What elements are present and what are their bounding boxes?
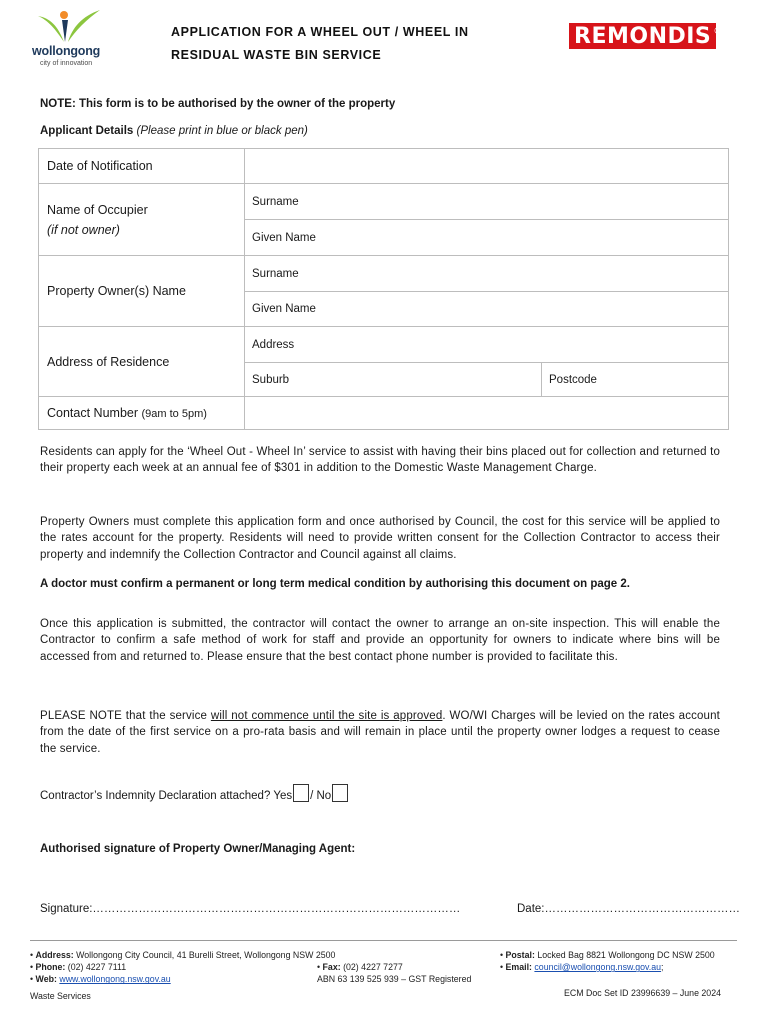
commencement-underlined: will not commence until the site is approved	[210, 710, 443, 722]
surname-label: Surname	[252, 195, 299, 208]
footer-contact-left	[30, 949, 335, 986]
bullet: •	[30, 962, 34, 973]
email-label: Email:	[505, 962, 532, 973]
owner-label: Property Owner(s) Name	[39, 256, 245, 327]
authorised-signature-heading: Authorised signature of Property Owner/Managing Agent:	[40, 843, 356, 855]
phone-label: Phone:	[35, 962, 66, 973]
contact-hours: (9am to 5pm)	[141, 408, 207, 420]
owner-paragraph: Property Owners must complete this application form and once authorised by Council, the cost for this service will be applied to the rates account for the property. Residents will need to provide written consent for the Collection Contractor to access their property and indemnify the Collection Contractor and Council against all claims.	[40, 516, 720, 561]
yes-checkbox[interactable]	[293, 784, 309, 802]
given-name-label: Given Name	[252, 303, 316, 315]
fax-value: (02) 4227 7277	[340, 962, 403, 972]
applicant-details-heading	[40, 125, 308, 137]
occupier-surname-field[interactable]	[245, 184, 729, 220]
footer-postal	[500, 949, 715, 961]
address-value: Wollongong City Council, 41 Burelli Street, Wollongong NSW 2500	[73, 950, 336, 960]
row-address	[39, 327, 729, 363]
occupier-label-cell	[39, 184, 245, 256]
contact-label: Contact Number	[47, 406, 139, 420]
row-owner-surname	[39, 256, 729, 292]
postal-label: Postal:	[505, 950, 535, 960]
no-label: / No	[310, 790, 332, 802]
website-link[interactable]: www.wollongong.nsw.gov.au	[59, 974, 171, 985]
footer-fax	[317, 961, 471, 973]
commencement-text-b: . WO/WI Charges will be levied on the rates account from the date of the first service on a pro-rata basis and will remain in place until the property owner lodges a request to cease the service.	[40, 710, 720, 755]
owner-surname-field[interactable]	[245, 256, 729, 292]
department-name: Waste Services	[30, 991, 91, 1001]
title-line-2: RESIDUAL WASTE BIN SERVICE	[171, 48, 382, 62]
org-tagline: city of innovation	[40, 60, 93, 67]
postcode-field[interactable]	[542, 363, 729, 397]
address-label: Address	[252, 338, 295, 351]
applicant-details-table	[38, 148, 729, 430]
suburb-field[interactable]	[245, 363, 542, 397]
address-field[interactable]	[245, 327, 729, 363]
bullet: •	[30, 974, 34, 985]
footer-contact-middle	[317, 961, 471, 985]
wollongong-logo	[30, 10, 110, 70]
fax-label: Fax:	[322, 962, 341, 972]
email-link[interactable]: council@wollongong.nsw.gov.au	[534, 962, 662, 973]
footer-web	[30, 973, 335, 985]
bullet: •	[317, 962, 321, 972]
form-title	[171, 21, 469, 67]
postal-value: Locked Bag 8821 Wollongong DC NSW 2500	[534, 950, 715, 960]
bullet: •	[30, 950, 34, 960]
footer-address	[30, 949, 335, 961]
occupier-given-name-field[interactable]	[245, 220, 729, 256]
document-id: ECM Doc Set ID 23996639 – June 2024	[564, 988, 721, 998]
leaf-logo-icon	[38, 10, 100, 44]
title-line-1: APPLICATION FOR A WHEEL OUT / WHEEL IN	[171, 25, 469, 39]
remondis-logo	[569, 23, 724, 49]
phone-value: (02) 4227 7111	[65, 962, 127, 973]
page-header	[0, 0, 770, 80]
footer-abn: ABN 63 139 525 939 – GST Registered	[317, 974, 472, 985]
footer-divider	[30, 940, 737, 941]
service-paragraph: Residents can apply for the ‘Wheel Out - Wheel In’ service to assist with having their bins placed out for collection and returned to their property each week at an annual fee of $301 in addition to the Domestic Waste Management Charge.	[40, 446, 720, 475]
commencement-text-a: PLEASE NOTE that the service	[40, 710, 211, 722]
applicant-hint: (Please print in blue or black pen)	[136, 125, 308, 137]
footer-phone	[30, 961, 335, 973]
indemnity-declaration	[40, 784, 349, 802]
bullet: •	[500, 950, 504, 960]
occupier-sub-label: (if not owner)	[47, 222, 120, 237]
contact-number-field[interactable]	[245, 397, 729, 430]
no-checkbox[interactable]	[332, 784, 348, 802]
declaration-text: Contractor’s Indemnity Declaration attached? Yes	[40, 790, 293, 802]
row-occupier-surname	[39, 184, 729, 220]
row-date	[39, 149, 729, 184]
bullet: •	[500, 962, 504, 973]
owner-given-name-field[interactable]	[245, 292, 729, 327]
commencement-paragraph	[40, 708, 720, 757]
row-contact	[39, 397, 729, 430]
doctor-requirement: A doctor must confirm a permanent or long term medical condition by authorising this document on page 2.	[40, 578, 630, 590]
signature-line[interactable]: Signature:……………………………………………………………………………………	[40, 903, 461, 915]
org-name: wollongong	[32, 44, 101, 58]
occupier-label: Name of Occupier	[47, 202, 148, 217]
address-label: Address:	[35, 950, 74, 960]
date-line[interactable]: Date:……………………………………………	[517, 903, 740, 915]
date-of-notification-field[interactable]	[245, 149, 729, 184]
authorisation-note: NOTE: This form is to be authorised by the owner of the property	[40, 98, 396, 110]
footer-email	[500, 961, 715, 973]
registered-mark: ®	[713, 25, 724, 37]
footer-contact-right	[500, 949, 715, 973]
email-tail: ;	[661, 962, 664, 973]
inspection-paragraph: Once this application is submitted, the contractor will contact the owner to arrange an on-site inspection. This will enable the Contractor to confirm a safe method of work for staff and provide an opportunity for owners to indicate where bins will be accessed from and returned to. Please ensure that the best contact phone number is provided to facilitate this.	[40, 618, 720, 663]
surname-label: Surname	[252, 267, 299, 280]
date-of-notification-label: Date of Notification	[39, 149, 245, 184]
web-label: Web:	[35, 974, 57, 985]
contact-label-cell	[39, 397, 245, 430]
applicant-label: Applicant Details	[40, 125, 134, 137]
residence-label: Address of Residence	[39, 327, 245, 397]
partner-name: REMONDIS	[574, 23, 712, 49]
postcode-label: Postcode	[549, 373, 597, 386]
suburb-label: Suburb	[252, 373, 290, 386]
given-name-label: Given Name	[252, 231, 316, 244]
